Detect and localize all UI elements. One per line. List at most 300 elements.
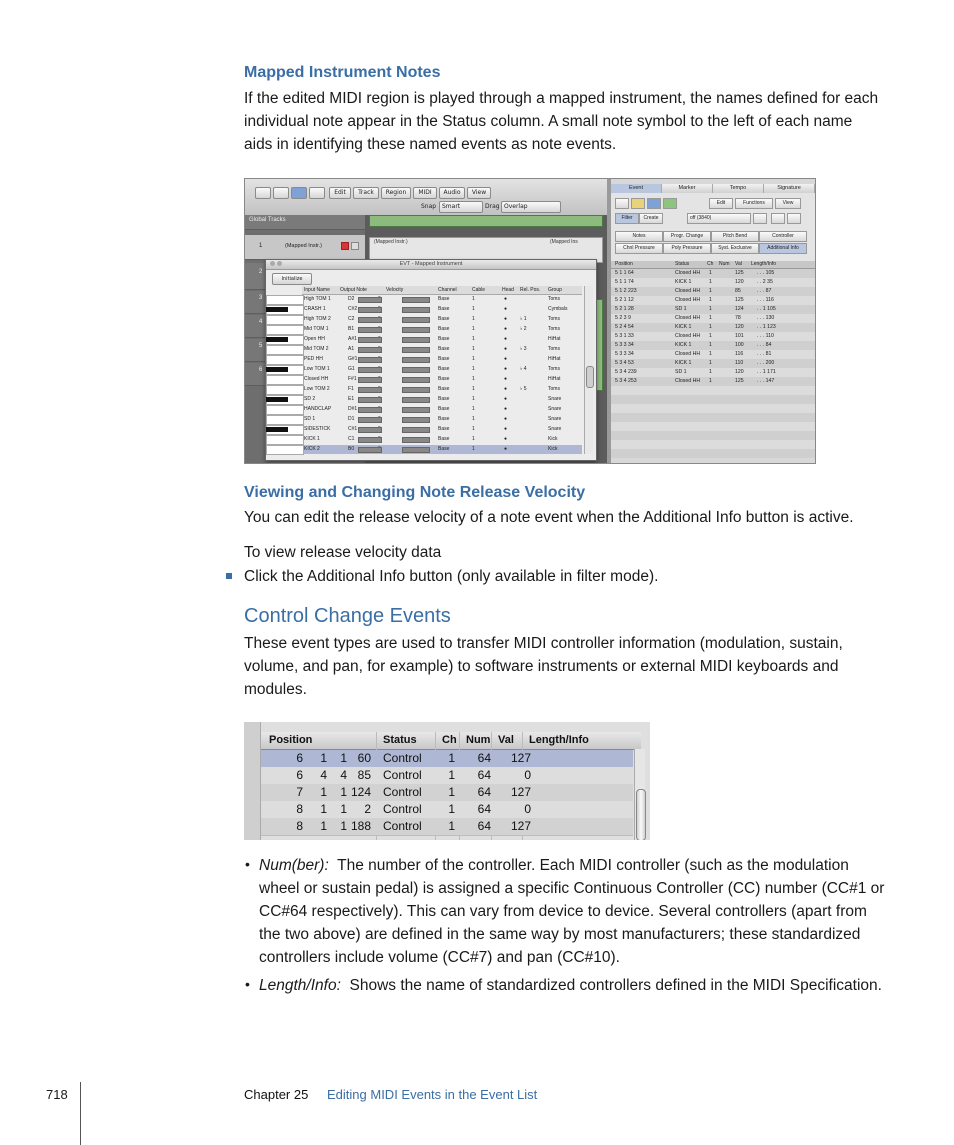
output-note-bar[interactable] xyxy=(358,337,382,343)
event-cell-status: KICK 1 xyxy=(675,342,692,348)
mapped-row[interactable] xyxy=(302,365,582,374)
view-menu-button[interactable]: View xyxy=(467,187,491,199)
header-length-info: Length/Info xyxy=(529,734,589,746)
filter-syst-exclusive-button[interactable]: Syst. Exclusive xyxy=(711,243,759,254)
mapped-window-title: EVT - Mapped Instrument xyxy=(266,260,596,270)
mapped-cell-group: Kick xyxy=(548,436,558,442)
midi-menu-button[interactable]: MIDI xyxy=(413,187,437,199)
event-cell-val: 78 xyxy=(735,315,741,321)
mapped-cell-name: Open HH xyxy=(304,336,325,342)
event-cell-pos: 5 3 4 239 xyxy=(615,369,637,375)
mapped-cell-ch: Base xyxy=(438,366,450,372)
mapped-cell-ch: Base xyxy=(438,436,450,442)
mapped-cell-note: B1 xyxy=(348,326,355,332)
event-row[interactable] xyxy=(611,296,815,305)
piano-black-key[interactable] xyxy=(266,337,288,342)
cc-row[interactable] xyxy=(261,750,633,768)
output-note-bar[interactable] xyxy=(358,377,382,383)
toolbar-tool-button[interactable] xyxy=(273,187,289,199)
event-cell-len: . . 1 171 xyxy=(757,369,776,375)
velocity-bar[interactable] xyxy=(402,297,430,303)
cc-cell-ch: 1 xyxy=(448,785,455,799)
piano-white-key[interactable] xyxy=(266,295,304,305)
output-note-bar[interactable] xyxy=(358,297,382,303)
task-bullet-icon xyxy=(226,573,232,579)
event-cell-status: KICK 1 xyxy=(675,324,692,330)
tab-event[interactable]: Event xyxy=(611,184,662,193)
mapped-cell-cable: 1 xyxy=(472,346,475,352)
tab-marker[interactable]: Marker xyxy=(662,184,713,193)
empty-row xyxy=(611,440,815,449)
piano-white-key[interactable] xyxy=(266,385,304,395)
pencil-tool-icon[interactable] xyxy=(787,213,801,224)
mapped-cell-cable: 1 xyxy=(472,426,475,432)
output-note-bar[interactable] xyxy=(358,387,382,393)
functions-menu-button[interactable]: Functions xyxy=(735,198,773,209)
header-ch: Ch xyxy=(442,734,457,746)
velocity-bar[interactable] xyxy=(402,377,430,383)
velocity-bar[interactable] xyxy=(402,357,430,363)
event-cell-status: KICK 1 xyxy=(675,360,692,366)
header-velocity: Velocity xyxy=(386,287,404,293)
event-cell-pos: 5 3 1 33 xyxy=(615,333,634,339)
region-menu-button[interactable]: Region xyxy=(381,187,411,199)
mapped-cell-ch: Base xyxy=(438,306,450,312)
note-head-icon[interactable]: ● xyxy=(504,436,508,442)
filter-progr-change-button[interactable]: Progr. Change xyxy=(663,231,711,242)
snap-label: Snap xyxy=(421,203,437,210)
event-cell-ch: 1 xyxy=(709,324,712,330)
event-row[interactable] xyxy=(611,305,815,314)
header-input-name: Input Name xyxy=(304,287,330,293)
cc-cell-val: 0 xyxy=(524,802,531,816)
output-note-bar[interactable] xyxy=(358,397,382,403)
cc-row[interactable] xyxy=(261,767,633,785)
note-head-icon[interactable]: ● xyxy=(504,316,508,322)
filter-controller-button[interactable]: Controller xyxy=(759,231,807,242)
cc-cell-num: 64 xyxy=(477,768,491,782)
paragraph-control-change: These event types are used to transfer MIDI controller information (modulation, sustain, volume, and pan, for example) to software instruments or external MIDI keyboards and modules. xyxy=(244,635,843,698)
header-length-info: Length/Info xyxy=(751,261,777,267)
mute-icon[interactable] xyxy=(351,242,359,250)
output-note-bar[interactable] xyxy=(358,417,382,423)
track-menu-button[interactable]: Track xyxy=(353,187,379,199)
piano-white-key[interactable] xyxy=(266,415,304,425)
mapped-cell-rel: ♭ 1 xyxy=(520,316,527,322)
footer-chapter-title: Editing MIDI Events in the Event List xyxy=(327,1087,538,1102)
event-row[interactable] xyxy=(611,359,815,368)
output-note-bar[interactable] xyxy=(358,427,382,433)
cc-cell-p1: 6 xyxy=(296,768,303,782)
header-head: Head xyxy=(502,287,514,293)
mapped-cell-ch: Base xyxy=(438,406,450,412)
mapped-cell-note: C#2 xyxy=(348,306,358,312)
event-cell-len: . . 1 123 xyxy=(757,324,776,330)
velocity-bar[interactable] xyxy=(402,397,430,403)
bullet-length-info xyxy=(259,974,891,997)
mapped-cell-name: KICK 1 xyxy=(304,436,320,442)
note-head-icon[interactable]: ● xyxy=(504,346,508,352)
cc-cell-p1: 6 xyxy=(296,751,303,765)
back-arrow-icon[interactable] xyxy=(615,198,629,209)
event-cell-status: Closed HH xyxy=(675,315,701,321)
piano-black-key[interactable] xyxy=(266,307,288,312)
mapped-cell-cable: 1 xyxy=(472,396,475,402)
piano-white-key[interactable] xyxy=(266,345,304,355)
piano-white-key[interactable] xyxy=(266,445,304,455)
mapped-cell-ch: Base xyxy=(438,316,450,322)
event-cell-len: . . . 81 xyxy=(757,351,772,357)
cc-row[interactable] xyxy=(261,818,633,836)
note-head-icon[interactable]: ● xyxy=(504,356,508,362)
mapped-row[interactable] xyxy=(302,335,582,344)
output-note-bar[interactable] xyxy=(358,307,382,313)
mapped-cell-name: CRASH 1 xyxy=(304,306,326,312)
bullet-text: The number of the controller. Each MIDI controller (such as the modulation wheel or sustain pedal) is assigned a specific Continuous Controller (CC) number (CC#1 or CC#64 respectively). This can vary from device to device. Several controllers (apart from the two above) are defined in the same way by most manufacturers; these standardized controllers include volume (CC#7) and pan (CC#10). xyxy=(259,857,885,966)
mapped-row[interactable] xyxy=(302,435,582,444)
velocity-bar[interactable] xyxy=(402,387,430,393)
event-cell-status: Closed HH xyxy=(675,270,701,276)
event-cell-status: SD 1 xyxy=(675,369,687,375)
event-cell-pos: 5 2 4 54 xyxy=(615,324,634,330)
cc-cell-val: 127 xyxy=(510,785,531,799)
output-note-bar[interactable] xyxy=(358,317,382,323)
mapped-cell-cable: 1 xyxy=(472,296,475,302)
event-cell-val: 125 xyxy=(735,297,744,303)
velocity-bar[interactable] xyxy=(402,327,430,333)
mapped-cell-name: KICK 2 xyxy=(304,446,320,452)
note-head-icon[interactable]: ● xyxy=(504,396,508,402)
filter-poly-pressure-button[interactable]: Poly Pressure xyxy=(663,243,711,254)
audio-menu-button[interactable]: Audio xyxy=(439,187,465,199)
mapped-cell-note: A#1 xyxy=(348,336,357,342)
event-cell-status: Closed HH xyxy=(675,333,701,339)
empty-row xyxy=(611,404,815,413)
track-row-1[interactable] xyxy=(245,235,365,260)
cc-cell-val: 0 xyxy=(524,768,531,782)
mapped-cell-cable: 1 xyxy=(472,436,475,442)
event-cell-pos: 5 3 4 253 xyxy=(615,378,637,384)
event-cell-len: . . 1 105 xyxy=(757,306,776,312)
bullet-num xyxy=(259,854,891,969)
content-link-icon[interactable] xyxy=(663,198,677,209)
event-cell-val: 124 xyxy=(735,306,744,312)
event-row[interactable] xyxy=(611,332,815,341)
mapped-cell-cable: 1 xyxy=(472,336,475,342)
event-cell-status: Closed HH xyxy=(675,297,701,303)
event-cell-len: . . . 87 xyxy=(757,288,772,294)
mapped-scrollbar[interactable] xyxy=(584,286,593,454)
mapped-row[interactable] xyxy=(302,375,582,384)
velocity-bar[interactable] xyxy=(402,407,430,413)
event-row[interactable] xyxy=(611,368,815,377)
output-note-bar[interactable] xyxy=(358,357,382,363)
mapped-row[interactable] xyxy=(302,305,582,314)
quantize-q-button[interactable] xyxy=(753,213,767,224)
filter-notes-button[interactable]: Notes xyxy=(615,231,663,242)
event-cell-ch: 1 xyxy=(709,270,712,276)
edit-menu-button[interactable]: Edit xyxy=(329,187,351,199)
empty-row xyxy=(611,395,815,404)
header-val: Val xyxy=(735,261,742,267)
event-cell-val: 120 xyxy=(735,324,744,330)
catch-icon[interactable] xyxy=(647,198,661,209)
cc-row[interactable] xyxy=(261,784,633,802)
mapped-cell-group: Toms xyxy=(548,346,560,352)
mapped-row[interactable] xyxy=(302,385,582,394)
cc-cell-val: 127 xyxy=(510,819,531,833)
piano-white-key[interactable] xyxy=(266,325,304,335)
note-head-icon[interactable]: ● xyxy=(504,376,508,382)
control-change-screenshot xyxy=(244,722,650,840)
piano-white-key[interactable] xyxy=(266,355,304,365)
task-step: Click the Additional Info button (only available in filter mode). xyxy=(244,568,659,585)
note-head-icon[interactable]: ● xyxy=(504,306,508,312)
empty-row xyxy=(611,431,815,440)
cc-cell-num: 64 xyxy=(477,785,491,799)
mapped-cell-cable: 1 xyxy=(472,326,475,332)
cc-cell-p4: 2 xyxy=(364,802,371,816)
mapped-row[interactable] xyxy=(302,445,582,454)
mapped-cell-group: HiHat xyxy=(548,376,561,382)
empty-row xyxy=(611,449,815,458)
section-heading-release-velocity: Viewing and Changing Note Release Velocity xyxy=(244,484,586,501)
event-cell-status: KICK 1 xyxy=(675,279,692,285)
quantize-select[interactable]: off (3840) xyxy=(687,213,751,224)
mapped-row[interactable] xyxy=(302,295,582,304)
mapped-cell-ch: Base xyxy=(438,336,450,342)
cc-cell-val: 127 xyxy=(510,751,531,765)
note-head-icon[interactable]: ● xyxy=(504,366,508,372)
mapped-cell-name: High TOM 2 xyxy=(304,316,331,322)
mapped-cell-cable: 1 xyxy=(472,406,475,412)
cc-list-scrollbar[interactable] xyxy=(634,749,645,840)
scrollbar-thumb[interactable] xyxy=(636,789,646,840)
header-status: Status xyxy=(675,261,690,267)
mapped-cell-ch: Base xyxy=(438,296,450,302)
bullet-term: Num(ber): xyxy=(259,857,329,874)
global-tracks-row[interactable] xyxy=(245,215,365,230)
snap-select[interactable]: Smart xyxy=(439,201,483,213)
velocity-bar[interactable] xyxy=(402,437,430,443)
filter-pitch-bend-button[interactable]: Pitch Bend xyxy=(711,231,759,242)
footer-chapter: Chapter 25 xyxy=(244,1087,309,1102)
note-head-icon[interactable]: ● xyxy=(504,406,508,412)
event-row[interactable] xyxy=(611,350,815,359)
cc-cell-p1: 8 xyxy=(296,819,303,833)
note-head-icon[interactable]: ● xyxy=(504,326,508,332)
output-note-bar[interactable] xyxy=(358,447,382,453)
note-head-icon[interactable]: ● xyxy=(504,386,508,392)
mapped-row[interactable] xyxy=(302,355,582,364)
header-ch: Ch xyxy=(707,261,714,267)
track-name: (Mapped Instr.) xyxy=(285,243,322,249)
velocity-bar[interactable] xyxy=(402,317,430,323)
piano-black-key[interactable] xyxy=(266,397,288,402)
velocity-bar[interactable] xyxy=(402,307,430,313)
event-cell-val: 120 xyxy=(735,369,744,375)
event-cell-pos: 5 2 3 9 xyxy=(615,315,631,321)
piano-white-key[interactable] xyxy=(266,375,304,385)
cc-cell-p2: 4 xyxy=(320,768,327,782)
event-row[interactable] xyxy=(611,287,815,296)
note-head-icon[interactable]: ● xyxy=(504,296,508,302)
event-cell-val: 116 xyxy=(735,351,744,357)
window-minimize-icon[interactable] xyxy=(277,261,282,266)
toolbar-tool-button[interactable] xyxy=(309,187,325,199)
mapped-row[interactable] xyxy=(302,425,582,434)
cycle-bar[interactable] xyxy=(369,215,603,227)
mapped-cell-cable: 1 xyxy=(472,416,475,422)
mapped-cell-note: C1 xyxy=(348,436,355,442)
mapped-row[interactable] xyxy=(302,315,582,324)
piano-white-key[interactable] xyxy=(266,315,304,325)
piano-white-key[interactable] xyxy=(266,435,304,445)
cc-cell-p1: 7 xyxy=(296,785,303,799)
output-note-bar[interactable] xyxy=(358,407,382,413)
filter-button[interactable]: Filter xyxy=(615,213,639,224)
initialize-button[interactable]: Initialize xyxy=(272,273,312,285)
mapped-row[interactable] xyxy=(302,405,582,414)
mapped-cell-rel: ♭ 3 xyxy=(520,346,527,352)
filter-chnl-pressure-button[interactable]: Chnl Pressure xyxy=(615,243,663,254)
event-cell-len: . . 2 35 xyxy=(757,279,773,285)
mapped-row[interactable] xyxy=(302,345,582,354)
cc-list-header xyxy=(261,732,641,750)
mapped-cell-group: Toms xyxy=(548,366,560,372)
additional-info-button[interactable]: Additional Info xyxy=(759,243,807,254)
mapped-cell-name: Low TOM 2 xyxy=(304,386,330,392)
mapped-cell-group: Kick xyxy=(548,446,558,452)
cc-cell-ch: 1 xyxy=(448,768,455,782)
event-cell-val: 125 xyxy=(735,378,744,384)
event-row[interactable] xyxy=(611,341,815,350)
mapped-cell-note: D1 xyxy=(348,416,355,422)
view-menu-button[interactable]: View xyxy=(775,198,801,209)
event-cell-val: 101 xyxy=(735,333,744,339)
mapped-cell-ch: Base xyxy=(438,446,450,452)
event-cell-pos: 5 2 1 12 xyxy=(615,297,634,303)
output-note-bar[interactable] xyxy=(358,327,382,333)
event-cell-status: SD 1 xyxy=(675,306,687,312)
drag-select[interactable]: Overlap xyxy=(501,201,561,213)
velocity-bar[interactable] xyxy=(402,427,430,433)
event-cell-len: . . . 116 xyxy=(757,297,774,303)
piano-black-key[interactable] xyxy=(266,427,288,432)
cc-cell-p1: 8 xyxy=(296,802,303,816)
link-icon[interactable] xyxy=(631,198,645,209)
output-note-bar[interactable] xyxy=(358,437,382,443)
event-cell-ch: 1 xyxy=(709,342,712,348)
note-head-icon[interactable]: ● xyxy=(504,336,508,342)
create-button[interactable]: Create xyxy=(639,213,663,224)
empty-row xyxy=(611,386,815,395)
toolbar-tool-button[interactable] xyxy=(255,187,271,199)
cc-cell-num: 64 xyxy=(477,819,491,833)
mapped-cell-name: PED HH xyxy=(304,356,323,362)
tab-signature[interactable]: Signature xyxy=(764,184,815,193)
mapped-cell-cable: 1 xyxy=(472,316,475,322)
pointer-tool-icon[interactable] xyxy=(771,213,785,224)
toolbar-tool-button[interactable] xyxy=(291,187,307,199)
region-label-2: (Mapped Ins xyxy=(550,239,578,245)
velocity-bar[interactable] xyxy=(402,447,430,453)
section-heading-control-change: Control Change Events xyxy=(244,605,451,627)
event-row[interactable] xyxy=(611,323,815,332)
mapped-cell-rel: ♭ 2 xyxy=(520,326,527,332)
event-row[interactable] xyxy=(611,269,815,278)
cc-cell-p3: 4 xyxy=(340,768,347,782)
mapped-cell-note: E1 xyxy=(348,396,355,402)
cc-cell-ch: 1 xyxy=(448,751,455,765)
velocity-bar[interactable] xyxy=(402,337,430,343)
event-row[interactable] xyxy=(611,278,815,287)
mapped-cell-cable: 1 xyxy=(472,366,475,372)
note-head-icon[interactable]: ● xyxy=(504,426,508,432)
track-number: 6 xyxy=(259,367,263,373)
cc-cell-p3: 1 xyxy=(340,819,347,833)
header-position: Position xyxy=(615,261,633,267)
cc-cell-p2: 1 xyxy=(320,802,327,816)
event-cell-ch: 1 xyxy=(709,315,712,321)
mapped-cell-cable: 1 xyxy=(472,376,475,382)
edit-menu-button[interactable]: Edit xyxy=(709,198,733,209)
mapped-cell-ch: Base xyxy=(438,376,450,382)
event-row[interactable] xyxy=(611,314,815,323)
velocity-bar[interactable] xyxy=(402,367,430,373)
event-cell-ch: 1 xyxy=(709,369,712,375)
mapped-row[interactable] xyxy=(302,395,582,404)
note-head-icon[interactable]: ● xyxy=(504,446,508,452)
tab-tempo[interactable]: Tempo xyxy=(713,184,764,193)
mapped-row[interactable] xyxy=(302,325,582,334)
scrollbar-thumb[interactable] xyxy=(586,366,594,388)
piano-white-key[interactable] xyxy=(266,405,304,415)
mapped-cell-group: HiHat xyxy=(548,336,561,342)
piano-black-key[interactable] xyxy=(266,367,288,372)
mapped-cell-name: Mid TOM 1 xyxy=(304,326,329,332)
velocity-bar[interactable] xyxy=(402,417,430,423)
mapped-cell-name: Closed HH xyxy=(304,376,329,382)
mapped-cell-ch: Base xyxy=(438,416,450,422)
record-icon[interactable] xyxy=(341,242,349,250)
mapped-cell-ch: Base xyxy=(438,396,450,402)
mapped-header-row xyxy=(302,286,582,295)
cc-cell-status: Control xyxy=(383,768,422,782)
region-label: (Mapped Instr.) xyxy=(374,239,408,245)
mapped-cell-name: SIDESTICK xyxy=(304,426,331,432)
mapped-cell-name: SD 1 xyxy=(304,416,316,422)
event-cell-ch: 1 xyxy=(709,333,712,339)
mapped-row[interactable] xyxy=(302,415,582,424)
output-note-bar[interactable] xyxy=(358,367,382,373)
mapped-cell-name: SD 2 xyxy=(304,396,316,402)
mapped-cell-cable: 1 xyxy=(472,306,475,312)
velocity-bar[interactable] xyxy=(402,347,430,353)
event-row[interactable] xyxy=(611,377,815,386)
event-cell-status: Closed HH xyxy=(675,351,701,357)
mapped-cell-note: B0 xyxy=(348,446,355,452)
cc-cell-p4: 188 xyxy=(350,819,371,833)
mapped-cell-group: Snare xyxy=(548,396,562,402)
cc-row[interactable] xyxy=(261,801,633,819)
event-cell-val: 110 xyxy=(735,360,744,366)
output-note-bar[interactable] xyxy=(358,347,382,353)
mapped-cell-note: G1 xyxy=(348,366,355,372)
event-cell-ch: 1 xyxy=(709,288,712,294)
note-head-icon[interactable]: ● xyxy=(504,416,508,422)
window-close-icon[interactable] xyxy=(270,261,275,266)
